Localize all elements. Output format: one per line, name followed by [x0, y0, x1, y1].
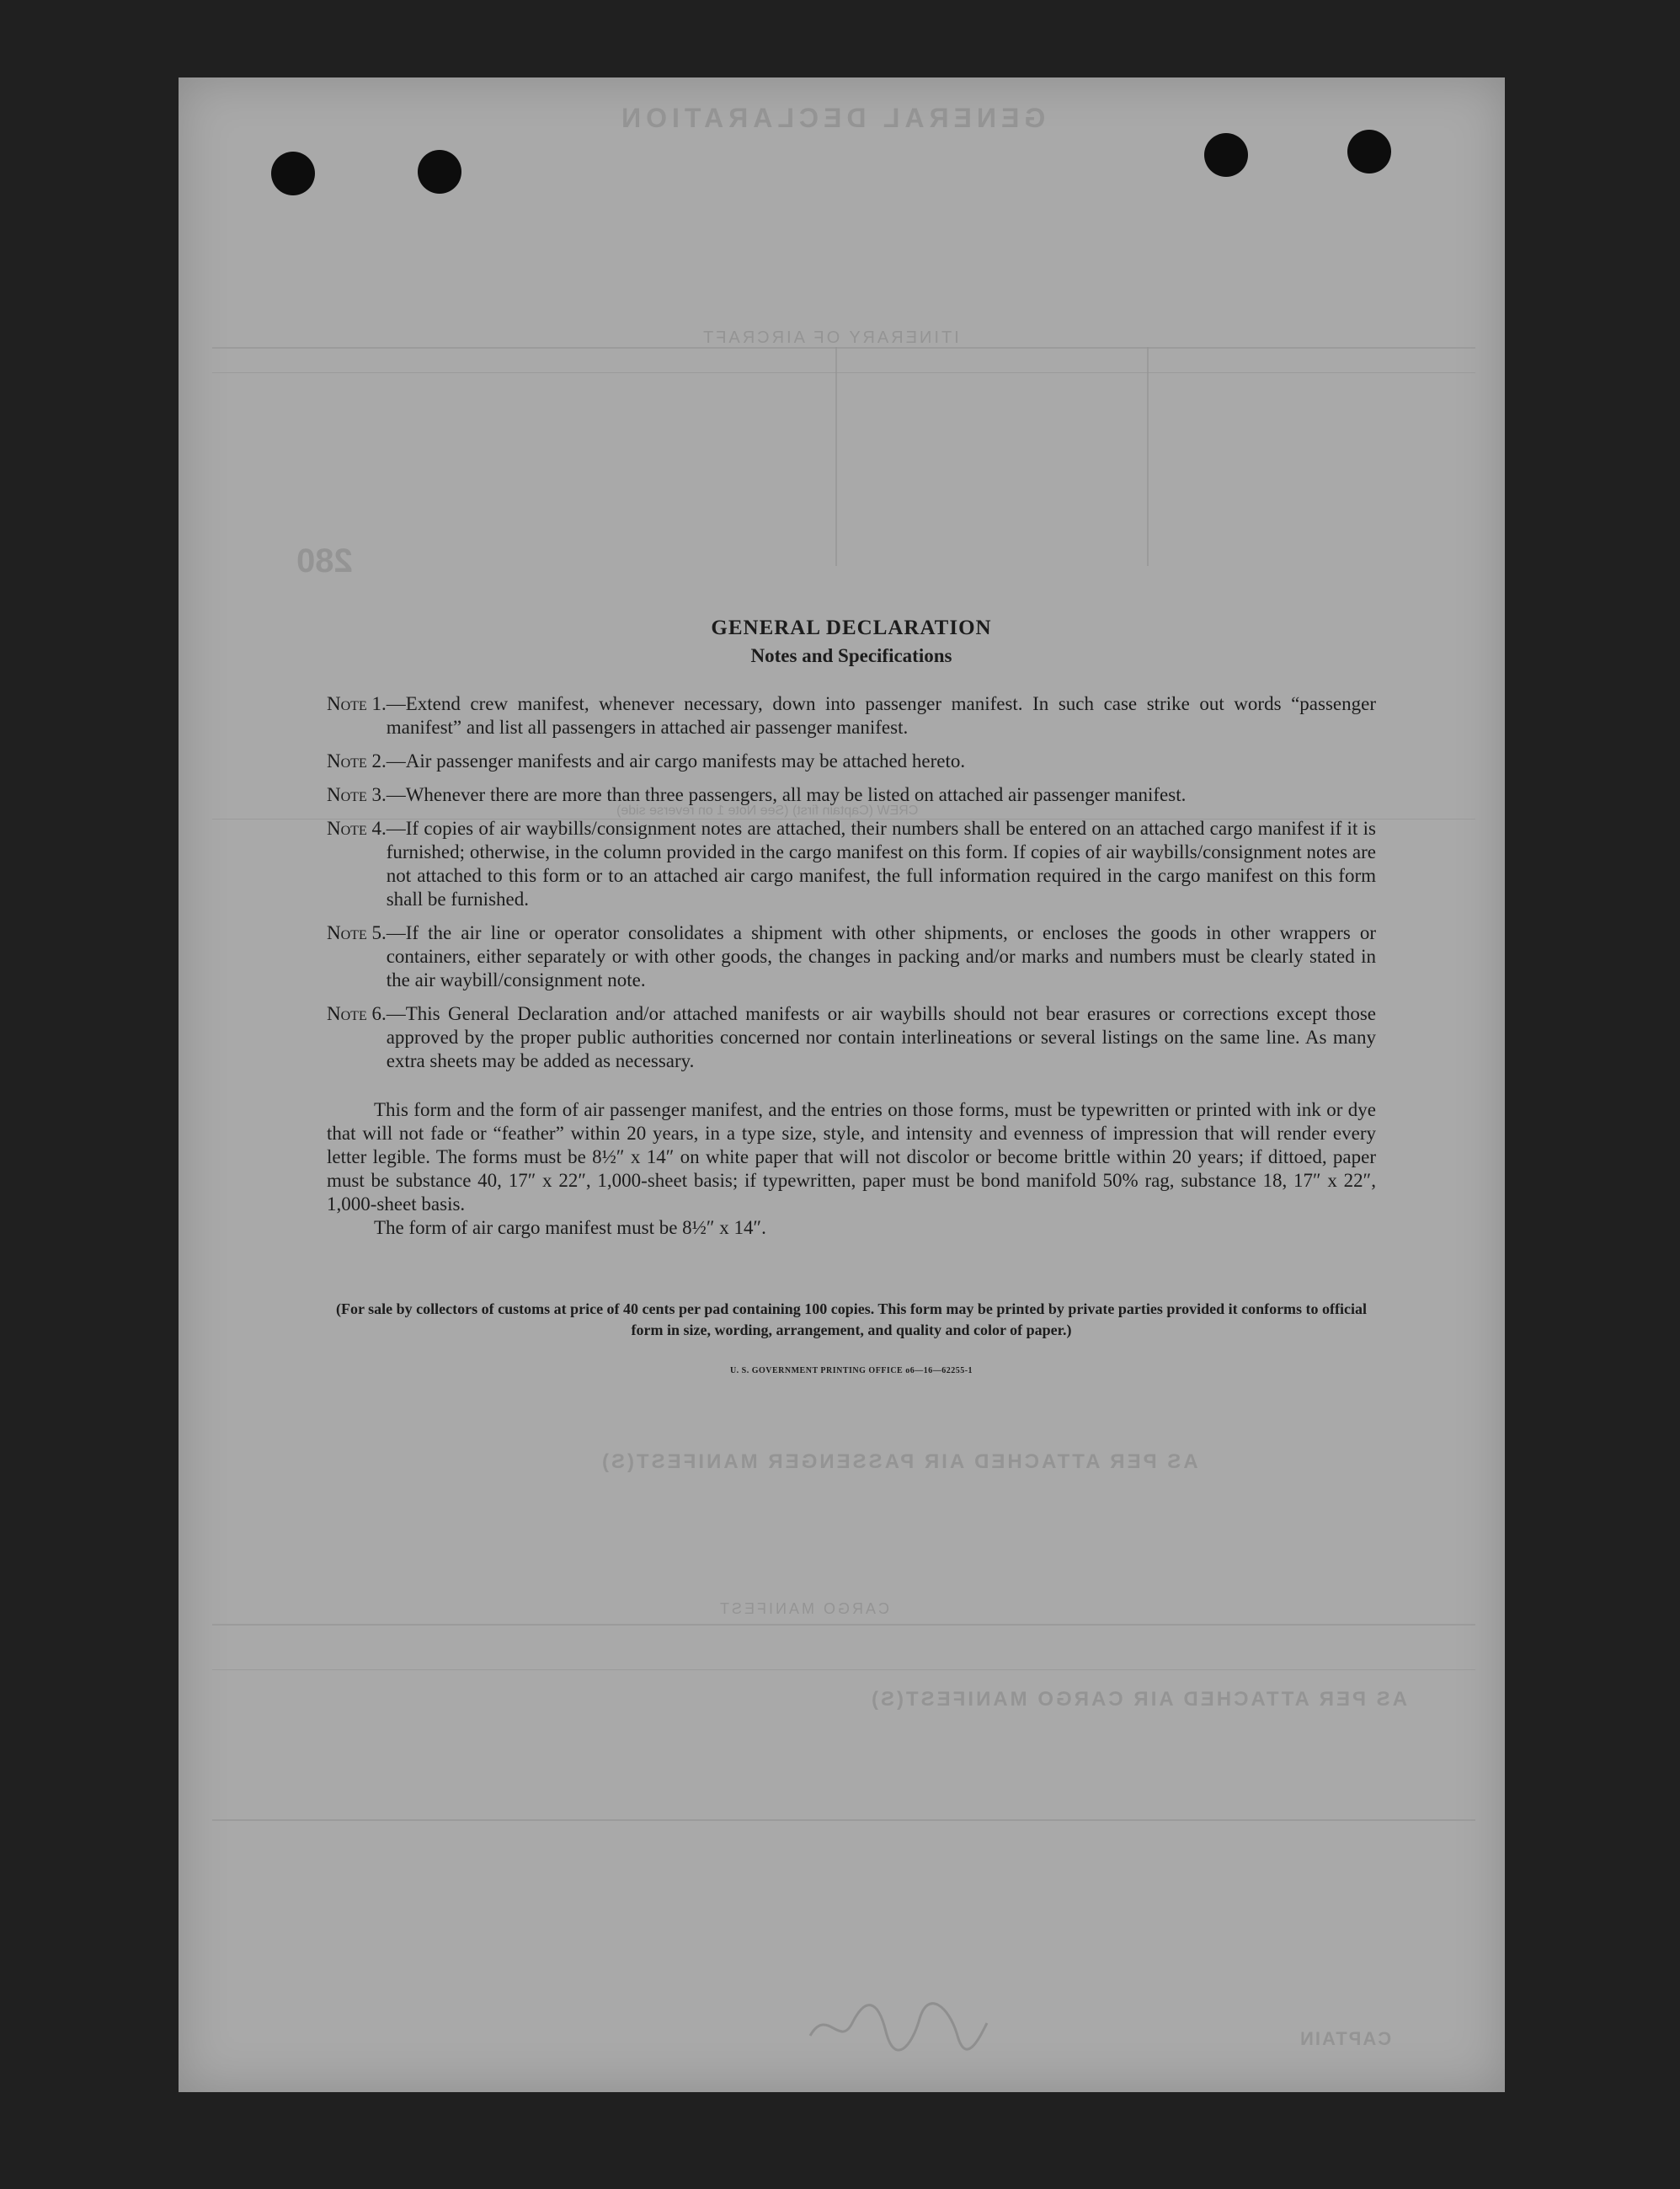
- note-2: [327, 750, 1376, 773]
- bleed-through-rule: [1147, 347, 1149, 566]
- specification-paragraph: This form and the form of air passenger manifest, and the entries on those forms, must be typewritten or printed with ink or dye that will not fade or “feather” within 20 years, in a type size, style, and intensity and evenness of impression that will render every letter legible. The forms must be 8½″ x 14″ on white paper that will not discolor or become brittle within 20 years; if dittoed, paper must be substance 40, 17″ x 22″, 1,000-sheet basis; if typewritten, paper must be bond manifold 50% rag, substance 18, 17″ x 22″, 1,000-sheet basis.: [327, 1099, 1376, 1215]
- punch-hole: [271, 152, 315, 195]
- printer-imprint: U. S. GOVERNMENT PRINTING OFFICE o6—16—62255-1: [729, 1366, 973, 1375]
- note-text: —Air passenger manifests and air cargo manifests may be attached hereto.: [386, 750, 966, 771]
- sale-notice: (For sale by collectors of customs at price of 40 cents per pad containing 100 copies. This form may be printed by private parties provided it conforms to official form in size, wording, arrangement, and quality and color of paper.): [335, 1300, 1368, 1338]
- note-text: —If the air line or operator consolidates a shipment with other shipments, or encloses the goods in other wrappers or containers, either separately or with other goods, the changes in packing and/or marks and numbers must be clearly stated in the air waybill/consignment note.: [386, 922, 1376, 990]
- bleed-through-rule: [212, 1669, 1475, 1670]
- bleed-through-crew: CREW (Captain first) (See Note 1 on reverse side): [616, 804, 919, 818]
- bleed-through-captain: CAPTAIN: [1299, 2028, 1392, 2049]
- note-label: Note 5.: [327, 922, 387, 943]
- signature-mark: [802, 1989, 995, 2057]
- bleed-through-itinerary: ITINERARY OF AIRCRAFT: [701, 328, 959, 347]
- note-text: —This General Declaration and/or attached manifests or air waybills should not bear erasures or corrections except those approved by the proper public authorities concerned nor contain interlineations or several listings on the same line. As many extra sheets may be added as necessary.: [386, 1003, 1376, 1071]
- note-3: [327, 783, 1376, 807]
- bleed-through-cargo-heading: CARGO MANIFEST: [717, 1600, 890, 1617]
- punch-hole: [418, 150, 461, 194]
- bleed-through-number: 280: [296, 542, 353, 579]
- bleed-through-rule: [835, 347, 837, 566]
- note-text: —If copies of air waybills/consignment notes are attached, their numbers shall be entered on an attached cargo manifest if it is furnished; otherwise, in the column provided in the cargo manifest on this form. If copies of air waybills/consignment notes are not attached to this form or to an attached air cargo manifest, the full information required in the cargo manifest on this form shall be furnished.: [386, 818, 1376, 910]
- note-label: Note 3.: [327, 784, 387, 805]
- bleed-through-rule: [212, 347, 1475, 349]
- note-label: Note 4.: [327, 818, 387, 839]
- page-title: GENERAL DECLARATION: [711, 617, 992, 639]
- note-label: Note 1.: [327, 693, 387, 714]
- bleed-through-header: GENERAL DECLARATION: [616, 103, 1046, 133]
- cargo-size-line: The form of air cargo manifest must be 8½″ x 14″.: [374, 1217, 766, 1238]
- declaration-notes: [327, 617, 1376, 1375]
- note-text: —Whenever there are more than three passengers, all may be listed on attached air passenger manifest.: [386, 784, 1187, 805]
- bleed-through-cargo-manifest: AS PER ATTACHED AIR CARGO MANIFEST(S): [869, 1688, 1407, 1711]
- note-5: [327, 921, 1376, 992]
- bleed-through-rule: [212, 1819, 1475, 1821]
- punch-hole: [1204, 133, 1248, 177]
- bleed-through-passenger-manifest: AS PER ATTACHED AIR PASSENGER MANIFEST(S): [600, 1450, 1198, 1473]
- punch-hole: [1347, 130, 1391, 174]
- form-sheet: [179, 77, 1505, 2092]
- note-4: [327, 817, 1376, 911]
- note-text: —Extend crew manifest, whenever necessary, down into passenger manifest. In such case strike out words “passenger manifest” and list all passengers in attached air passenger manifest.: [386, 693, 1376, 738]
- note-6: [327, 1002, 1376, 1073]
- bleed-through-rule: [212, 372, 1475, 373]
- note-1: [327, 692, 1376, 739]
- page-subtitle: Notes and Specifications: [750, 645, 952, 666]
- note-label: Note 2.: [327, 750, 387, 771]
- note-label: Note 6.: [327, 1003, 387, 1024]
- bleed-through-rule: [212, 1624, 1475, 1626]
